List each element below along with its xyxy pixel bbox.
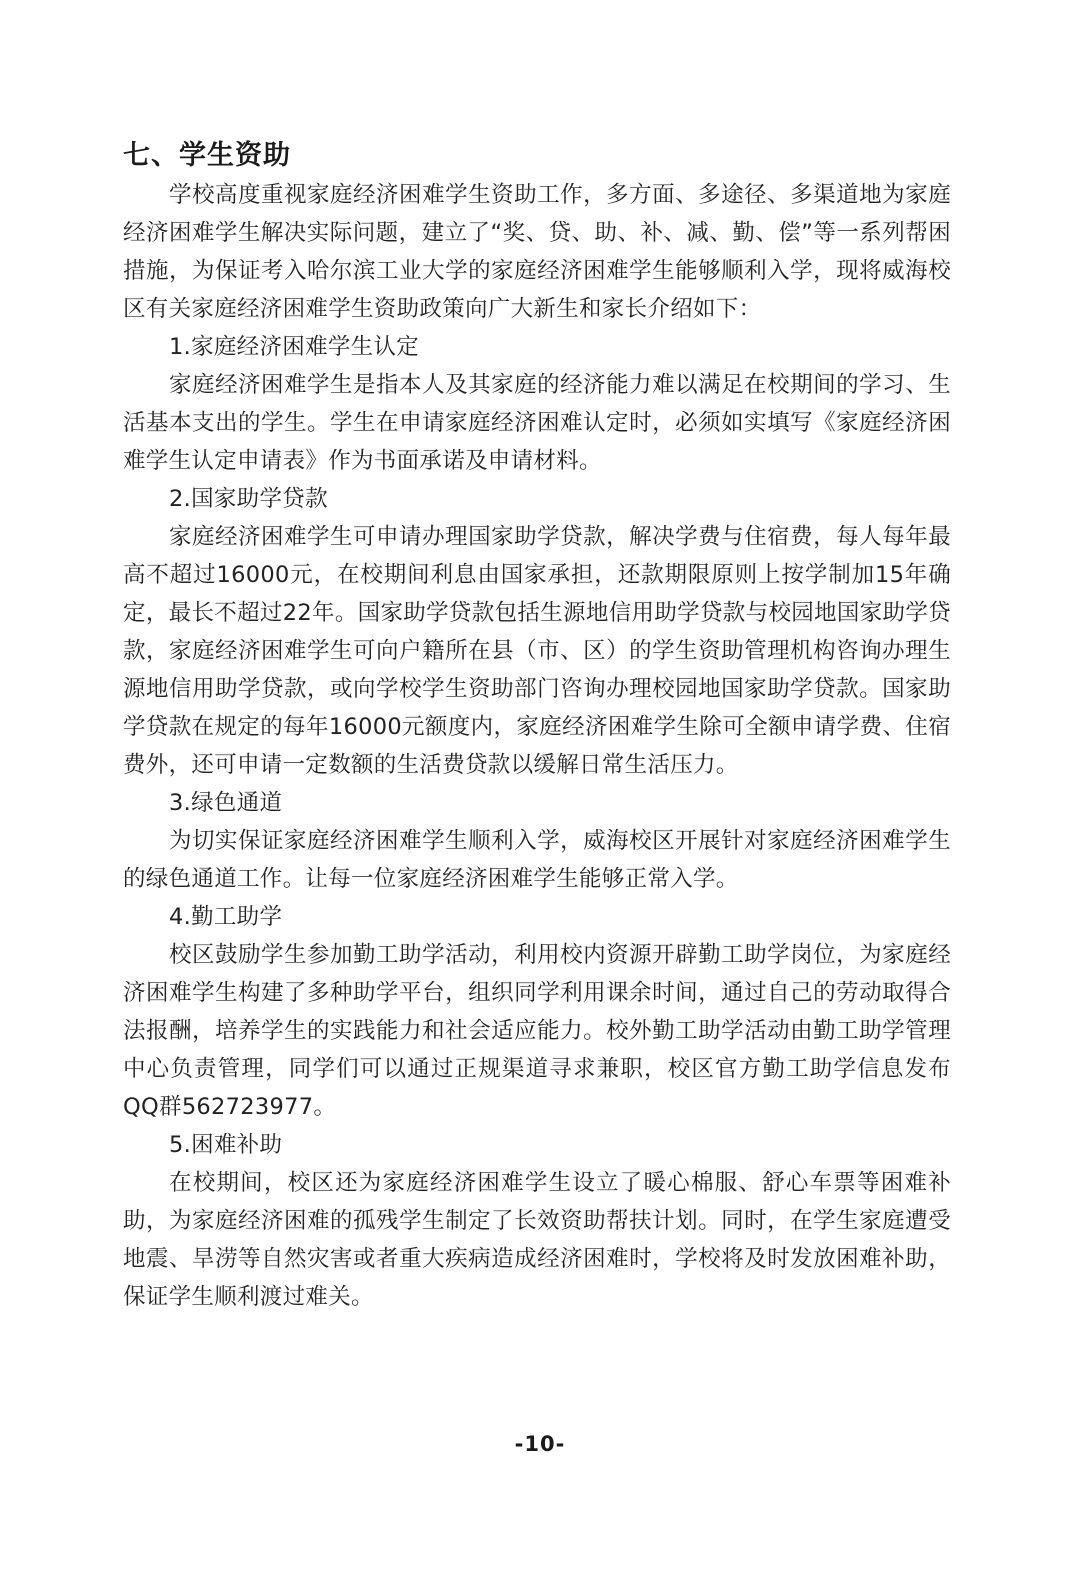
- item-heading-4: 4.勤工助学: [169, 904, 283, 930]
- item-body-3: 为切实保证家庭经济困难学生顺利入学，威海校区开展针对家庭经济困难学生的绿色通道工作。让每一位家庭经济困难学生能够正常入学。: [123, 828, 951, 892]
- item-body-4: 校区鼓励学生参加勤工助学活动，利用校内资源开辟勤工助学岗位，为家庭经济困难学生构建了多种助学平台，组织同学利用课余时间，通过自己的劳动取得合法报酬，培养学生的实践能力和社会适应能力。校外勤工助学活动由勤工助学管理中心负责管理，同学们可以通过正规渠道寻求兼职，校区官方勤工助学信息发布QQ群562723977。: [123, 942, 951, 1120]
- item-heading-3: 3.绿色通道: [169, 790, 283, 816]
- item-body-1: 家庭经济困难学生是指本人及其家庭的经济能力难以满足在校期间的学习、生活基本支出的学生。学生在申请家庭经济困难认定时，必须如实填写《家庭经济困难学生认定申请表》作为书面承诺及申请材料。: [123, 372, 951, 474]
- document-page: [123, 136, 951, 1316]
- section-title: 七、学生资助: [123, 140, 291, 171]
- item-body-2: 家庭经济困难学生可申请办理国家助学贷款，解决学费与住宿费，每人每年最高不超过16000元，在校期间利息由国家承担，还款期限原则上按学制加15年确定，最长不超过22年。国家助学贷款包括生源地信用助学贷款与校园地国家助学贷款，家庭经济困难学生可向户籍所在县（市、区）的学生资助管理机构咨询办理生源地信用助学贷款，或向学校学生资助部门咨询办理校园地国家助学贷款。国家助学贷款在规定的每年16000元额度内，家庭经济困难学生除可全额申请学费、住宿费外，还可申请一定数额的生活费贷款以缓解日常生活压力。: [123, 524, 951, 778]
- item-heading-1: 1.家庭经济困难学生认定: [169, 334, 420, 360]
- page-number: -10-: [514, 1432, 566, 1456]
- intro-paragraph: 学校高度重视家庭经济困难学生资助工作，多方面、多途径、多渠道地为家庭经济困难学生解决实际问题，建立了“奖、贷、助、补、减、勤、偿”等一系列帮困措施，为保证考入哈尔滨工业大学的家庭经济困难学生能够顺利入学，现将威海校区有关家庭经济困难学生资助政策向广大新生和家长介绍如下：: [123, 182, 951, 322]
- item-body-5: 在校期间，校区还为家庭经济困难学生设立了暖心棉服、舒心车票等困难补助，为家庭经济困难的孤残学生制定了长效资助帮扶计划。同时，在学生家庭遭受地震、旱涝等自然灾害或者重大疾病造成经济困难时，学校将及时发放困难补助，保证学生顺利渡过难关。: [123, 1170, 951, 1310]
- item-heading-2: 2.国家助学贷款: [169, 486, 328, 512]
- item-heading-5: 5.困难补助: [169, 1132, 283, 1158]
